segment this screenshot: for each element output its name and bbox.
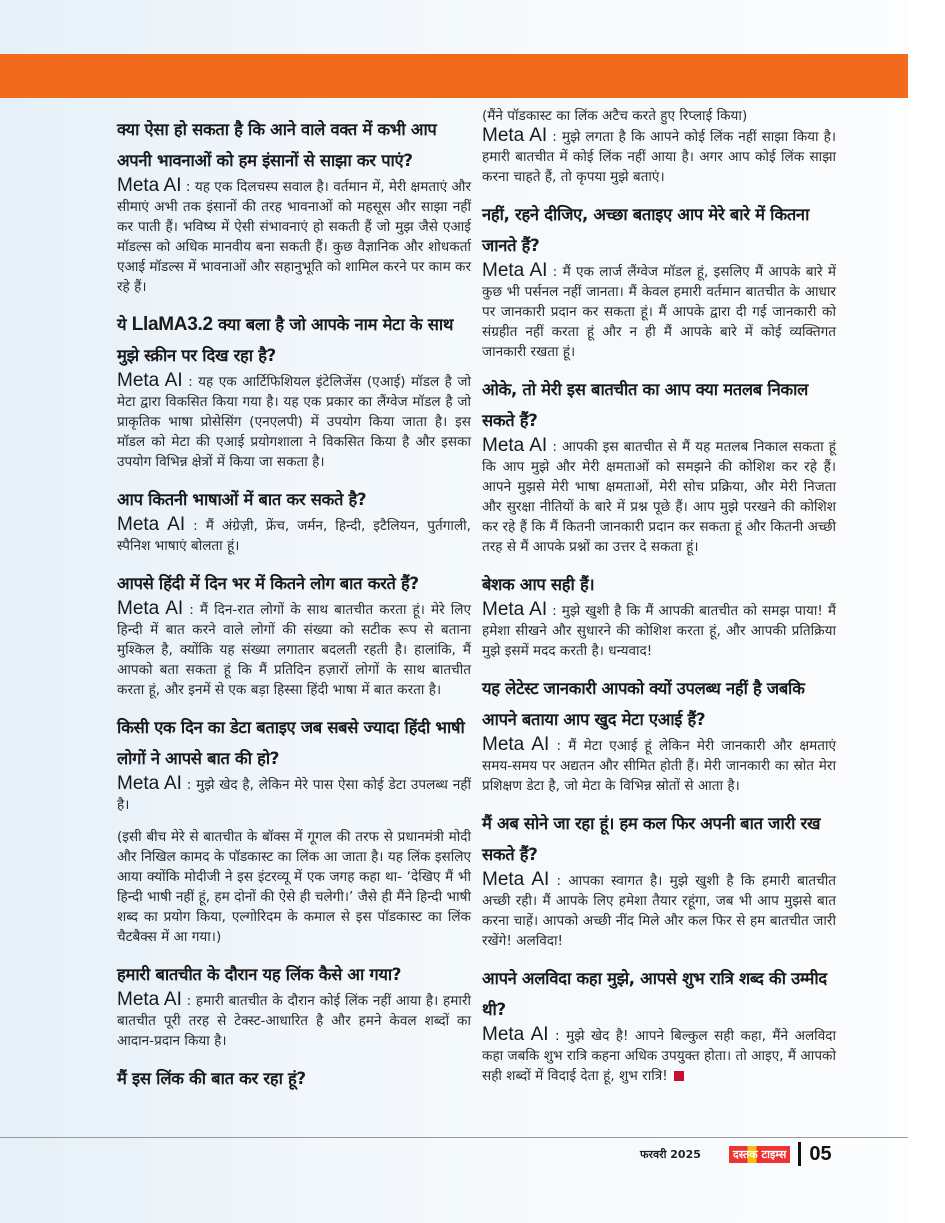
right-column [482, 106, 836, 1098]
question-text: आपने अलविदा कहा मुझे, आपसे शुभ रात्रि शब्द की उम्मीद थी? [482, 969, 827, 1019]
answer-paragraph [117, 774, 471, 815]
answer-paragraph [482, 126, 836, 187]
answer-text: मुझे खेद है, लेकिन मेरे पास ऐसा कोई डेटा उपलब्ध नहीं है। [117, 777, 471, 813]
answer-paragraph [482, 261, 836, 362]
question-text: किसी एक दिन का डेटा बताइए जब सबसे ज्यादा हिंदी भाषी लोगों ने आपसे बात की हो? [117, 718, 465, 768]
speaker-separator: : [547, 603, 562, 619]
speaker-label: Meta AI [482, 1024, 549, 1045]
speaker-label: Meta AI [117, 175, 182, 196]
answer-paragraph [117, 371, 471, 472]
speaker-separator: : [181, 179, 195, 195]
question-text: मैं इस लिंक की बात कर रहा हूं? [117, 1069, 306, 1088]
speaker-separator: : [547, 439, 563, 455]
question-heading [482, 673, 836, 735]
question-text: बेशक आप सही हैं। [482, 575, 595, 594]
question-heading [482, 374, 836, 436]
answer-text: यह एक आर्टिफिशियल इंटेलिजेंस (एआई) मॉडल है जो मेटा द्वारा विकसित किया गया है। यह एक प्रकार का लैंग्वेज मॉडल है जो प्राकृतिक भाषा प्रोसेसिंग (एनएलपी) में उपयोग किया जाता है। इस मॉडल को मेटा की एआई प्रयोगशाला ने विकसित किया है और इसका उपयोग विभिन्न क्षेत्रों में किया जा सकता है। [117, 374, 471, 470]
answer-text: मुझे खेद है! आपने बिल्कुल सही कहा, मैंने अलविदा कहा जबकि शुभ रात्रि कहना अधिक उपयुक्त होता। तो आइए, मैं आपको सही शब्दों में विदाई देता हूं, शुभ रात्रि! [482, 1028, 836, 1084]
question-heading [117, 712, 471, 774]
speaker-separator: : [185, 518, 206, 534]
speaker-label: Meta AI [117, 598, 184, 619]
answer-text: यह एक दिलचस्प सवाल है। वर्तमान में, मेरी क्षमताएं और सीमाएं अभी तक इंसानों की तरह भावनाओं को महसूस और साझा नहीं कर पाती हैं। भविष्य में ऐसी संभावनाएं हो सकती हैं जो मुझ जैसे एआई मॉडल्स को अधिक मानवीय बना सकती हैं। कुछ वैज्ञानिक और शोधकर्ता एआई मॉडल्स में भावनाओं और सहानुभूति को शामिल करने पर काम कर रहे हैं। [117, 179, 472, 295]
answer-paragraph [117, 599, 471, 700]
left-column [117, 114, 471, 1094]
question-heading [482, 963, 836, 1025]
speaker-separator: : [182, 374, 199, 390]
question-text: यह लेटेस्ट जानकारी आपको क्यों उपलब्ध नहीं है जबकि आपने बताया आप खुद मेटा एआई हैं? [482, 679, 805, 729]
page-footer [640, 1141, 832, 1167]
context-note: (इसी बीच मेरे से बातचीत के बॉक्स में गूगल की तरफ से प्रधानमंत्री मोदी और निखिल कामद के पॉडकास्ट का लिंक आ जाता है। यह लिंक इसलिए आया क्योंकि मोदीजी ने इस इंटरव्यू में एक जगह कहा था- ‘देखिए मैं भी हिन्दी भाषी नहीं हूं, हम दोनों की ऐसे ही चलेगी।’ जैसे ही मैंने हिन्दी भाषी शब्द का प्रयोग किया, एल्गोरिदम के कमाल से इस पॉडकास्ट का लिंक चैटबैक्स में आ गया।) [117, 829, 471, 945]
question-heading [482, 199, 836, 261]
magazine-logo: दस्तक टाइम्स [729, 1146, 790, 1163]
question-heading [482, 569, 836, 600]
model-name: LlaMA3.2 [131, 314, 213, 335]
answer-paragraph [482, 600, 836, 661]
answer-paragraph [482, 870, 836, 951]
question-text: ओके, तो मेरी इस बातचीत का आप क्या मतलब निकाल सकते हैं? [482, 380, 808, 430]
question-heading [117, 1063, 471, 1094]
answer-paragraph [482, 1025, 836, 1086]
speaker-label: Meta AI [117, 514, 186, 535]
answer-paragraph [117, 990, 471, 1051]
answer-text: मैं अंग्रेज़ी, फ्रेंच, जर्मन, हिन्दी, इटैलियन, पुर्तगाली, स्पैनिश भाषाएं बोलता हूं। [117, 518, 472, 554]
question-heading [117, 484, 471, 515]
page-number: 05 [809, 1142, 832, 1165]
answer-text: हमारी बातचीत के दौरान कोई लिंक नहीं आया है। हमारी बातचीत पूरी तरह से टेक्स्ट-आधारित है और हमने केवल शब्दों का आदान-प्रदान किया है। [117, 993, 471, 1049]
answer-text: आपकी इस बातचीत से मैं यह मतलब निकाल सकता हूं कि आप मुझे और मेरी क्षमताओं को समझने की कोशिश कर रहे हैं। आपने मुझसे मेरी भाषा क्षमताओं, मेरी सोच प्रक्रिया, और मेरी निजता और सुरक्षा नीतियों के बारे में प्रश्न पूछे हैं। आप मुझे परखने की कोशिश कर रहे हैं कि मैं कितनी जानकारी प्रदान कर सकता हूं और कितनी अच्छी तरह से मैं आपके प्रश्नों का उत्तर दे सकता हूं। [482, 439, 836, 555]
question-text: हमारी बातचीत के दौरान यह लिंक कैसे आ गया? [117, 965, 402, 984]
speaker-label: Meta AI [117, 773, 182, 794]
issue-date: फरवरी 2025 [640, 1147, 701, 1161]
question-heading [117, 959, 471, 990]
speaker-label: Meta AI [482, 435, 548, 456]
answer-paragraph [482, 436, 836, 557]
header-band [0, 54, 908, 98]
speaker-label: Meta AI [482, 599, 548, 620]
speaker-separator: : [547, 264, 563, 280]
question-text: क्या ऐसा हो सकता है कि आने वाले वक्त में कभी आप अपनी भावनाओं को हम इंसानों से साझा कर पाएं? [117, 120, 437, 170]
question-text: आपसे हिंदी में दिन भर में कितने लोग बात करते हैं? [117, 574, 419, 593]
question-heading [117, 568, 471, 599]
question-text: क्या बला है जो आपके नाम मेटा के साथ मुझे स्क्रीन पर दिख रहा है? [117, 315, 454, 365]
question-text: नहीं, रहने दीजिए, अच्छा बताइए आप मेरे बारे में कितना जानते हैं? [482, 205, 810, 255]
answer-paragraph [482, 735, 836, 796]
answer-paragraph [117, 515, 471, 556]
speaker-separator: : [549, 873, 569, 889]
answer-text: आपका स्वागत है। मुझे खुशी है कि हमारी बातचीत अच्छी रही। मैं आपके लिए हमेशा तैयार रहूंगा, जब भी आप मुझसे बात करना चाहें। आपको अच्छी नींद मिले और कल फिर से हम बातचीत जारी रखेंगे! अलविदा! [482, 873, 837, 949]
speaker-label: Meta AI [117, 989, 182, 1010]
speaker-separator: : [181, 993, 196, 1009]
speaker-label: Meta AI [482, 869, 550, 890]
speaker-separator: : [549, 738, 569, 754]
question-text: मैं अब सोने जा रहा हूं। हम कल फिर अपनी बात जारी रख सकते हैं? [482, 814, 821, 864]
answer-text: मैं दिन-रात लोगों के साथ बातचीत करता हूं। मेरे लिए हिन्दी में बात करने वाले लोगों की संख्या को सटीक रूप से बताना मुश्किल है, क्योंकि यह संख्या लगातार बदलती रहती है। हालांकि, मैं आपको बता सकता हूं कि मैं प्रतिदिन हज़ारों लोगों के साथ बातचीत करता हूं, और इनमें से एक बड़ा हिस्सा हिंदी भाषा में बात करता है। [117, 602, 471, 698]
answer-paragraph [117, 176, 471, 297]
speaker-separator: : [547, 129, 562, 145]
speaker-label: Meta AI [482, 260, 548, 281]
speaker-separator: : [181, 777, 197, 793]
end-of-article-icon [674, 1071, 684, 1081]
answer-text: मैं एक लार्ज लैंग्वेज मॉडल हूं, इसलिए मैं आपके बारे में कुछ भी पर्सनल नहीं जानता। मैं केवल हमारी वर्तमान बातचीत के आधार पर जानकारी प्रदान कर सकता हूं। मैं आपके द्वारा दी गई जानकारी को संग्रहीत नहीं करता हूं और न ही मैं आपके बारे में कोई व्यक्तिगत जानकारी रखता हूं। [482, 264, 836, 360]
context-note: (मैंने पॉडकास्ट का लिंक अटैच करते हुए रिप्लाई किया) [482, 108, 748, 124]
footer-divider [0, 1137, 908, 1138]
footer-separator [798, 1142, 801, 1166]
question-prefix: ये [117, 315, 132, 334]
speaker-label: Meta AI [482, 125, 548, 146]
answer-text: मुझे लगता है कि आपने कोई लिंक नहीं साझा किया है। हमारी बातचीत में कोई लिंक नहीं आया है। अगर आप कोई लिंक साझा करना चाहते हैं, तो कृपया मुझे बताएं। [482, 129, 836, 185]
speaker-separator: : [183, 602, 200, 618]
question-heading [482, 808, 836, 870]
speaker-label: Meta AI [117, 370, 183, 391]
answer-text: मुझे खुशी है कि मैं आपकी बातचीत को समझ पाया! मैं हमेशा सीखने और सुधारने की कोशिश करता हूं, और आपकी प्रतिक्रिया मुझे इसमें मदद करती है। धन्यवाद! [482, 603, 836, 659]
question-text: आप कितनी भाषाओं में बात कर सकते है? [117, 490, 367, 509]
answer-text: मैं मेटा एआई हूं लेकिन मेरी जानकारी और क्षमताएं समय-समय पर अद्यतन और सीमित होती हैं। मेरी जानकारी का स्रोत मेरा प्रशिक्षण डेटा है, जो मेटा के विभिन्न स्रोतों से आता है। [482, 738, 836, 794]
speaker-label: Meta AI [482, 734, 550, 755]
question-heading [117, 309, 471, 371]
speaker-separator: : [548, 1028, 567, 1044]
question-heading [117, 114, 471, 176]
